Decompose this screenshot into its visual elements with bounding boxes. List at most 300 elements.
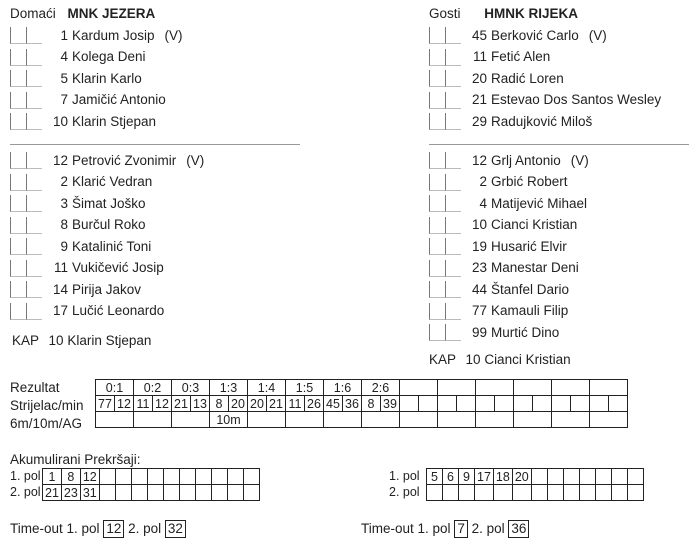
- score-cell: 1:6: [324, 380, 362, 396]
- strijelac-label: Strijelac/min: [10, 398, 84, 413]
- checkbox-2[interactable]: [445, 303, 461, 320]
- checkbox-2[interactable]: [26, 174, 42, 191]
- foul-cell[interactable]: [227, 469, 243, 485]
- player-checkboxes: [429, 194, 461, 212]
- home-team-header: [10, 6, 155, 21]
- player-tag: (V): [588, 27, 607, 43]
- checkbox-2[interactable]: [445, 281, 461, 298]
- score-cell: 1:5: [286, 380, 324, 396]
- player-row: [429, 236, 577, 256]
- player-row: [429, 193, 597, 213]
- foul-cell[interactable]: 5: [427, 469, 443, 485]
- checkbox-2[interactable]: [26, 238, 42, 255]
- player-name: Estevao Dos Santos Wesley: [491, 92, 662, 107]
- checkbox-1[interactable]: [10, 174, 26, 191]
- score-cell-empty[interactable]: [552, 380, 590, 396]
- player-checkboxes: [10, 173, 42, 191]
- checkbox-2[interactable]: [26, 217, 42, 234]
- player-checkboxes: [429, 259, 461, 277]
- checkbox-1[interactable]: [10, 195, 26, 212]
- player-number: 2: [479, 174, 487, 189]
- score-cell-empty[interactable]: [590, 380, 628, 396]
- foul-cell[interactable]: 9: [459, 469, 475, 485]
- scorer-cell-empty[interactable]: [590, 396, 609, 412]
- checkbox-1[interactable]: [10, 113, 26, 130]
- player-number: 5: [60, 70, 68, 86]
- player-number: 9: [60, 238, 68, 254]
- player-row: [429, 25, 607, 45]
- player-name: Katalinić Toni: [72, 238, 152, 254]
- foul-cell[interactable]: 8: [61, 469, 80, 485]
- checkbox-2[interactable]: [445, 324, 461, 341]
- player-checkboxes: [429, 91, 461, 109]
- player-name: Vukičević Josip: [72, 260, 164, 275]
- player-checkboxes: [10, 302, 42, 320]
- player-name: Štanfel Dario: [491, 281, 570, 297]
- checkbox-1[interactable]: [429, 27, 445, 44]
- checkbox-1[interactable]: [10, 303, 26, 320]
- player-number: 77: [471, 303, 487, 318]
- player-name: Petrović Zvonimir: [72, 152, 177, 168]
- checkbox-1[interactable]: [429, 217, 445, 234]
- checkbox-2[interactable]: [26, 195, 42, 212]
- foul-cell[interactable]: [179, 485, 195, 501]
- scorer-cell: 39: [381, 396, 400, 412]
- scorer-cell: 21: [267, 396, 286, 412]
- foul-cell[interactable]: [563, 469, 579, 485]
- player-number: 14: [52, 281, 68, 297]
- foul-cell[interactable]: [627, 485, 643, 501]
- checkbox-2[interactable]: [26, 27, 42, 44]
- foul-cell[interactable]: 23: [61, 485, 80, 501]
- foul-cell[interactable]: [243, 485, 259, 501]
- checkbox-1[interactable]: [429, 260, 445, 277]
- checkbox-2[interactable]: [26, 152, 42, 169]
- checkbox-2[interactable]: [445, 238, 461, 255]
- foul-cell[interactable]: [115, 469, 131, 485]
- player-checkboxes: [429, 280, 461, 298]
- scorer-cell: 11: [286, 396, 305, 412]
- foul-cell[interactable]: [211, 485, 227, 501]
- player-row: [10, 25, 183, 45]
- player-checkboxes: [10, 216, 42, 234]
- home-timeout-label: Time-out: [10, 521, 63, 536]
- foul-cell[interactable]: 6: [443, 469, 459, 485]
- player-name: Klarin Karlo: [72, 70, 142, 86]
- away-team-name: HMNK RIJEKA: [484, 6, 579, 21]
- player-checkboxes: [10, 259, 42, 277]
- home-fouls-h2-label: 2. pol: [10, 485, 41, 499]
- foul-cell[interactable]: [427, 485, 443, 501]
- away-captain-name: 10 Cianci Kristian: [465, 352, 571, 367]
- scorer-cell-empty[interactable]: [533, 396, 552, 412]
- player-row: [429, 47, 560, 67]
- scorer-cell-empty[interactable]: [419, 396, 438, 412]
- foul-cell[interactable]: 18: [493, 469, 512, 485]
- checkbox-2[interactable]: [445, 49, 461, 66]
- away-timeout-h2-value: 36: [508, 520, 529, 538]
- player-checkboxes: [429, 323, 461, 341]
- player-number: 7: [60, 92, 68, 107]
- checkbox-2[interactable]: [26, 281, 42, 298]
- fouls-title: Akumulirani Prekršaji:: [10, 452, 141, 467]
- checkbox-1[interactable]: [429, 238, 445, 255]
- checkbox-2[interactable]: [445, 217, 461, 234]
- player-number: 10: [52, 113, 68, 129]
- foul-cell[interactable]: [579, 485, 595, 501]
- mark-cell-empty[interactable]: [552, 412, 590, 428]
- player-checkboxes: [429, 48, 461, 66]
- player-row: [10, 236, 161, 256]
- player-row: [10, 301, 174, 321]
- player-name: Pirija Jakov: [72, 281, 142, 297]
- player-checkboxes: [10, 91, 42, 109]
- mark-cell-empty[interactable]: [400, 412, 438, 428]
- player-checkboxes: [429, 237, 461, 255]
- checkbox-1[interactable]: [429, 281, 445, 298]
- player-row: [10, 68, 152, 88]
- player-checkboxes: [429, 26, 461, 44]
- player-checkboxes: [10, 69, 42, 87]
- home-captain: [12, 333, 151, 348]
- foul-cell[interactable]: [99, 485, 115, 501]
- player-row: [10, 193, 156, 213]
- foul-cell[interactable]: [595, 485, 611, 501]
- foul-cell[interactable]: [475, 485, 494, 501]
- player-number: 4: [60, 49, 68, 64]
- player-number: 19: [471, 238, 487, 254]
- player-number: 21: [471, 92, 487, 107]
- 6m-10m-ag-label: 6m/10m/AG: [10, 416, 83, 431]
- foul-cell[interactable]: [99, 469, 115, 485]
- scorer-cell: 20: [248, 396, 267, 412]
- scorer-cell: 26: [305, 396, 324, 412]
- player-number: 12: [471, 152, 487, 168]
- away-timeout: [361, 520, 529, 538]
- score-cell-empty[interactable]: [476, 380, 514, 396]
- player-number: 12: [52, 152, 68, 168]
- player-name: Kamauli Filip: [491, 303, 569, 318]
- foul-cell[interactable]: [115, 485, 131, 501]
- checkbox-1[interactable]: [429, 152, 445, 169]
- player-name: Kardum Josip: [72, 27, 155, 43]
- away-timeout-h1-label: 1. pol: [417, 521, 451, 536]
- away-timeout-label: Time-out: [361, 521, 414, 536]
- away-captain: [429, 352, 571, 367]
- checkbox-2[interactable]: [26, 303, 42, 320]
- scorer-cell-empty[interactable]: [476, 396, 495, 412]
- mark-cell-empty[interactable]: [590, 412, 628, 428]
- player-name: Fetić Alen: [491, 49, 551, 64]
- away-fouls-table: [426, 468, 644, 501]
- home-timeout-h1-label: 1. pol: [66, 521, 100, 536]
- foul-cell[interactable]: [512, 485, 531, 501]
- foul-cell[interactable]: [531, 469, 547, 485]
- player-row: [429, 150, 589, 170]
- score-cell-empty[interactable]: [400, 380, 438, 396]
- scorer-cell: 13: [191, 396, 210, 412]
- away-fouls-h1-label: 1. pol: [389, 469, 420, 483]
- checkbox-2[interactable]: [445, 113, 461, 130]
- scorer-cell: 45: [324, 396, 343, 412]
- checkbox-2[interactable]: [445, 152, 461, 169]
- foul-cell[interactable]: [443, 485, 459, 501]
- foul-cell[interactable]: 31: [80, 485, 99, 501]
- checkbox-1[interactable]: [10, 281, 26, 298]
- checkbox-1[interactable]: [429, 70, 445, 87]
- home-captain-label: KAP: [12, 333, 39, 348]
- player-row: [10, 258, 174, 278]
- home-captain-name: 10 Klarin Stjepan: [48, 333, 152, 348]
- foul-cell[interactable]: [211, 469, 227, 485]
- player-number: 8: [60, 217, 68, 232]
- foul-cell[interactable]: 12: [80, 469, 99, 485]
- rezultat-label: Rezultat: [10, 380, 60, 395]
- home-team-name: MNK JEZERA: [67, 6, 156, 21]
- player-number: 29: [471, 113, 487, 129]
- foul-cell[interactable]: [579, 469, 595, 485]
- away-divider: [429, 144, 689, 145]
- scorer-cell: 20: [229, 396, 248, 412]
- scorer-cell-empty[interactable]: [571, 396, 590, 412]
- checkbox-1[interactable]: [429, 113, 445, 130]
- away-label: Gosti: [429, 6, 461, 21]
- mark-cell: [248, 412, 286, 428]
- checkbox-1[interactable]: [429, 324, 445, 341]
- checkbox-1[interactable]: [429, 49, 445, 66]
- player-checkboxes: [429, 151, 461, 169]
- score-cell-empty[interactable]: [438, 380, 476, 396]
- mark-cell-empty[interactable]: [438, 412, 476, 428]
- foul-cell[interactable]: 21: [43, 485, 62, 501]
- mark-cell: [286, 412, 324, 428]
- player-name: Grbić Robert: [491, 174, 568, 189]
- foul-cell[interactable]: [459, 485, 475, 501]
- scorer-cell: 21: [172, 396, 191, 412]
- player-name: Lučić Leonardo: [72, 303, 165, 318]
- foul-cell[interactable]: [627, 469, 643, 485]
- scorer-cell-empty[interactable]: [457, 396, 476, 412]
- foul-cell[interactable]: 17: [475, 469, 494, 485]
- mark-cell: [324, 412, 362, 428]
- scorer-cell-empty[interactable]: [609, 396, 628, 412]
- foul-cell[interactable]: [611, 469, 627, 485]
- player-row: [10, 47, 156, 67]
- result-labels: [10, 379, 84, 433]
- scorer-cell-empty[interactable]: [400, 396, 419, 412]
- home-divider: [10, 144, 300, 145]
- player-number: 44: [471, 281, 487, 297]
- checkbox-2[interactable]: [26, 92, 42, 109]
- foul-cell[interactable]: [595, 469, 611, 485]
- player-row: [429, 215, 587, 235]
- foul-cell[interactable]: [131, 469, 147, 485]
- checkbox-1[interactable]: [10, 152, 26, 169]
- foul-cell[interactable]: [547, 485, 563, 501]
- player-name: Berković Carlo: [491, 27, 579, 43]
- foul-cell[interactable]: [195, 469, 211, 485]
- player-name: Šimat Joško: [72, 195, 146, 211]
- scorer-cell-empty[interactable]: [495, 396, 514, 412]
- mark-cell: [362, 412, 400, 428]
- scorer-cell: 8: [362, 396, 381, 412]
- mark-cell: [134, 412, 172, 428]
- player-number: 3: [60, 195, 68, 211]
- away-timeout-h2-label: 2. pol: [471, 521, 505, 536]
- foul-cell[interactable]: [243, 469, 259, 485]
- home-timeout-h2-value: 32: [165, 520, 186, 538]
- foul-cell[interactable]: 1: [43, 469, 62, 485]
- checkbox-1[interactable]: [429, 174, 445, 191]
- score-cell: 0:2: [134, 380, 172, 396]
- checkbox-1[interactable]: [10, 49, 26, 66]
- scorer-cell-empty[interactable]: [552, 396, 571, 412]
- player-name: Murtić Dino: [491, 324, 560, 340]
- player-checkboxes: [10, 194, 42, 212]
- score-cell: 2:6: [362, 380, 400, 396]
- player-number: 23: [471, 260, 487, 275]
- player-checkboxes: [10, 112, 42, 130]
- player-number: 1: [60, 27, 68, 43]
- checkbox-1[interactable]: [10, 260, 26, 277]
- checkbox-2[interactable]: [445, 195, 461, 212]
- scorer-cell: 77: [96, 396, 115, 412]
- score-cell: 1:4: [248, 380, 286, 396]
- foul-cell[interactable]: [163, 485, 179, 501]
- checkbox-1[interactable]: [10, 238, 26, 255]
- player-tag: (V): [164, 27, 183, 43]
- scorer-cell-empty[interactable]: [438, 396, 457, 412]
- away-timeout-h1-value: 7: [454, 520, 468, 538]
- player-number: 11: [472, 49, 487, 64]
- scorer-cell: 12: [115, 396, 134, 412]
- foul-cell[interactable]: [195, 485, 211, 501]
- player-checkboxes: [429, 173, 461, 191]
- checkbox-2[interactable]: [445, 27, 461, 44]
- player-checkboxes: [429, 216, 461, 234]
- away-fouls-h2-label: 2. pol: [389, 485, 420, 499]
- player-tag: (V): [570, 152, 589, 168]
- foul-cell[interactable]: [227, 485, 243, 501]
- player-number: 10: [471, 217, 487, 232]
- player-row: [10, 150, 204, 170]
- home-timeout-h1-value: 12: [103, 520, 124, 538]
- player-row: [10, 90, 176, 110]
- score-cell-empty[interactable]: [514, 380, 552, 396]
- player-checkboxes: [10, 280, 42, 298]
- checkbox-1[interactable]: [429, 303, 445, 320]
- player-number: 2: [60, 174, 68, 189]
- player-checkboxes: [10, 237, 42, 255]
- player-row: [10, 172, 162, 192]
- player-number: 45: [471, 27, 487, 43]
- checkbox-1[interactable]: [10, 27, 26, 44]
- mark-cell: [96, 412, 134, 428]
- checkbox-2[interactable]: [26, 260, 42, 277]
- player-tag: (V): [186, 152, 205, 168]
- foul-cell[interactable]: [163, 469, 179, 485]
- player-checkboxes: [10, 26, 42, 44]
- checkbox-1[interactable]: [10, 70, 26, 87]
- checkbox-2[interactable]: [445, 92, 461, 109]
- checkbox-2[interactable]: [26, 70, 42, 87]
- checkbox-1[interactable]: [429, 195, 445, 212]
- player-row: [429, 111, 602, 131]
- mark-cell-empty[interactable]: [476, 412, 514, 428]
- away-captain-label: KAP: [429, 352, 456, 367]
- foul-cell[interactable]: [147, 485, 163, 501]
- mark-cell-empty[interactable]: [514, 412, 552, 428]
- foul-cell[interactable]: [531, 485, 547, 501]
- scorer-cell: 11: [134, 396, 153, 412]
- player-row: [429, 90, 671, 110]
- scorer-cell: 12: [153, 396, 172, 412]
- foul-cell[interactable]: [611, 485, 627, 501]
- player-name: Matijević Mihael: [491, 195, 588, 211]
- checkbox-1[interactable]: [10, 217, 26, 234]
- checkbox-2[interactable]: [26, 113, 42, 130]
- checkbox-2[interactable]: [445, 174, 461, 191]
- player-name: Cianci Kristian: [491, 217, 578, 232]
- home-timeout-h2-label: 2. pol: [128, 521, 162, 536]
- foul-cell[interactable]: 20: [512, 469, 531, 485]
- foul-cell[interactable]: [179, 469, 195, 485]
- player-row: [429, 258, 589, 278]
- mark-cell: [172, 412, 210, 428]
- scorer-cell: 36: [343, 396, 362, 412]
- player-name: Manestar Deni: [491, 260, 579, 275]
- player-number: 20: [471, 70, 487, 86]
- mark-cell: 10m: [210, 412, 248, 428]
- player-number: 11: [53, 260, 68, 275]
- home-fouls-labels: [10, 468, 41, 500]
- player-checkboxes: [429, 112, 461, 130]
- checkbox-2[interactable]: [445, 260, 461, 277]
- player-row: [10, 215, 156, 235]
- player-name: Kolega Deni: [72, 49, 146, 64]
- score-cell: 0:1: [96, 380, 134, 396]
- scorer-cell: 8: [210, 396, 229, 412]
- away-team-header: [429, 6, 578, 21]
- checkbox-1[interactable]: [10, 92, 26, 109]
- checkbox-2[interactable]: [26, 49, 42, 66]
- player-checkboxes: [10, 48, 42, 66]
- home-timeout: [10, 520, 186, 538]
- player-name: Jamičić Antonio: [72, 92, 166, 107]
- player-name: Burčul Roko: [72, 217, 146, 232]
- home-fouls-h1-label: 1. pol: [10, 469, 41, 483]
- player-name: Radujković Miloš: [491, 113, 593, 129]
- foul-cell[interactable]: [547, 469, 563, 485]
- player-row: [429, 322, 569, 342]
- score-cell: 1:3: [210, 380, 248, 396]
- player-row: [429, 172, 578, 192]
- score-cell: 0:3: [172, 380, 210, 396]
- foul-cell[interactable]: [131, 485, 147, 501]
- foul-cell[interactable]: [147, 469, 163, 485]
- scorer-cell-empty[interactable]: [514, 396, 533, 412]
- foul-cell[interactable]: [563, 485, 579, 501]
- checkbox-2[interactable]: [445, 70, 461, 87]
- player-checkboxes: [10, 151, 42, 169]
- checkbox-1[interactable]: [429, 92, 445, 109]
- foul-cell[interactable]: [493, 485, 512, 501]
- player-checkboxes: [429, 302, 461, 320]
- player-name: Grlj Antonio: [491, 152, 561, 168]
- player-name: Klarin Stjepan: [72, 113, 157, 129]
- player-row: [10, 279, 151, 299]
- home-label: Domaći: [10, 6, 56, 21]
